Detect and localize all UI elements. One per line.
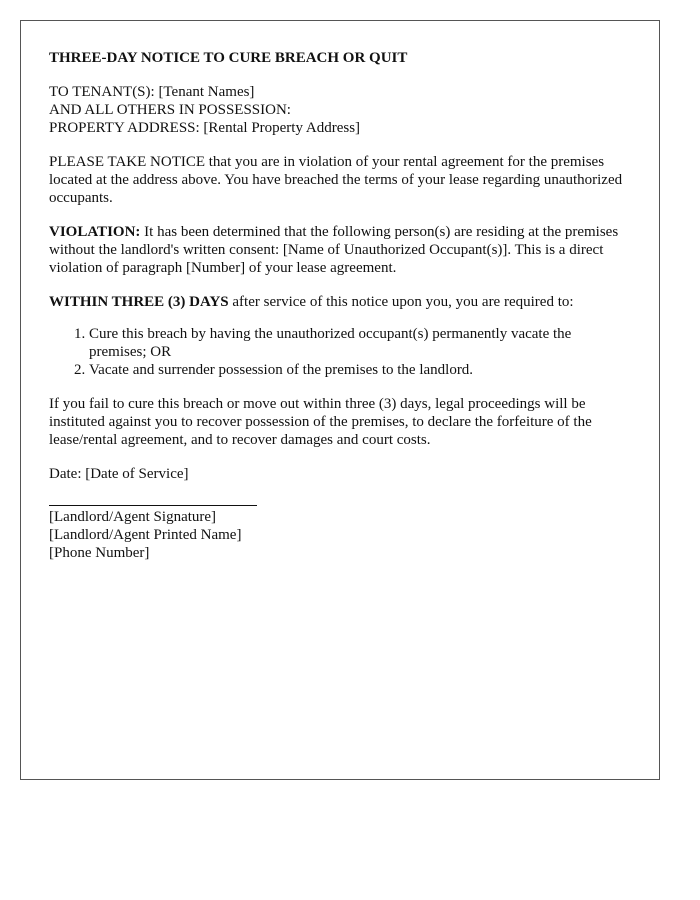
- signature-line-label: [Landlord/Agent Signature]: [49, 509, 217, 525]
- phone-number-line: [Phone Number]: [49, 545, 150, 561]
- printed-name-line: [Landlord/Agent Printed Name]: [49, 527, 242, 543]
- consequence-paragraph: If you fail to cure this breach or move out within three (3) days, legal proceedings will be instituted against you to recover possession of the premises, to declare the forfeiture of the lease/rental agreement, and to recover damages and court costs.: [49, 396, 592, 448]
- date-of-service-line: Date: [Date of Service]: [49, 466, 189, 482]
- violation-label: VIOLATION:: [49, 224, 141, 240]
- within-three-days-label: WITHIN THREE (3) DAYS: [49, 294, 229, 310]
- notice-title: THREE-DAY NOTICE TO CURE BREACH OR QUIT: [49, 50, 408, 66]
- intro-paragraph: PLEASE TAKE NOTICE that you are in violation of your rental agreement for the premises located at the address above. You have breached the terms of your lease regarding unauthorized occupants.: [49, 154, 623, 206]
- others-in-possession-line: AND ALL OTHERS IN POSSESSION:: [49, 102, 291, 118]
- notice-header: [49, 83, 631, 137]
- violation-text: It has been determined that the following person(s) are residing at the premises without the landlord's written consent: [Name of Unauthorized Occupant(s)]. This is a direct violation of paragraph [Number] of your lease agreement.: [49, 224, 619, 276]
- notice-document: [20, 20, 660, 780]
- list-item: 1. Cure this breach by having the unauthorized occupant(s) permanently vacate the premises; OR: [89, 325, 631, 361]
- required-actions-list: [49, 325, 631, 379]
- signature-block: [49, 508, 631, 562]
- list-item: 2. Vacate and surrender possession of the premises to the landlord.: [89, 361, 631, 379]
- to-tenants-line: TO TENANT(S): [Tenant Names]: [49, 84, 255, 100]
- within-three-days-paragraph: [49, 293, 631, 311]
- violation-paragraph: [49, 223, 631, 277]
- within-three-days-text: after service of this notice upon you, you are required to:: [228, 294, 574, 310]
- property-address-line: PROPERTY ADDRESS: [Rental Property Address]: [49, 120, 361, 136]
- signature-rule: [49, 505, 257, 506]
